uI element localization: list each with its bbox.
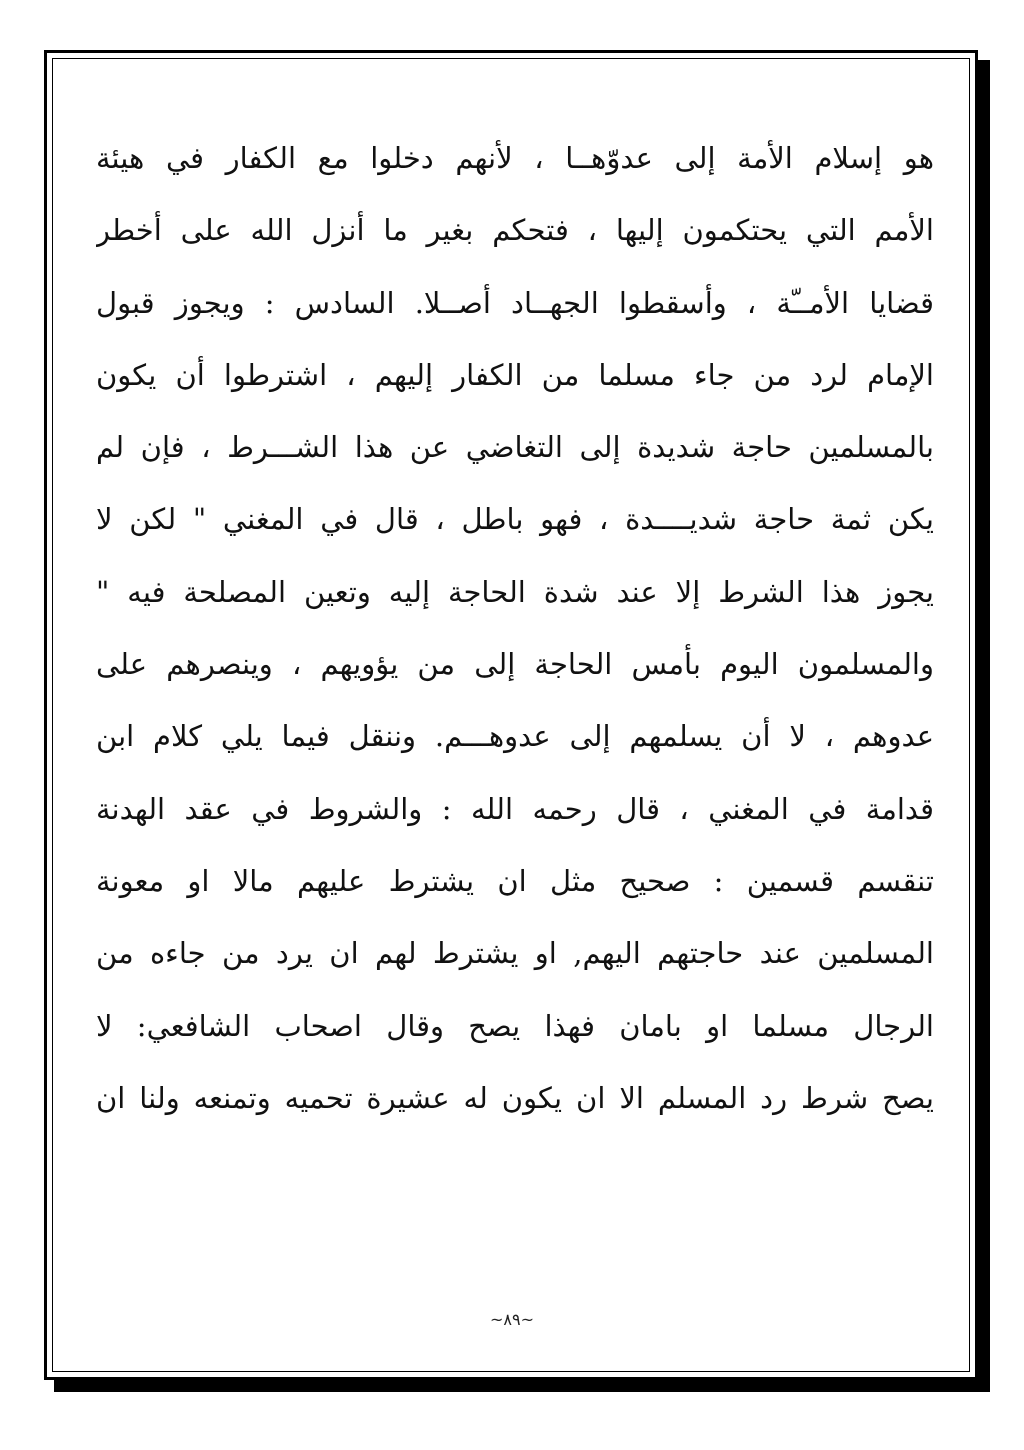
text-line-11: تنقسم قسمين : صحيح مثل ان يشترط عليهم مالا او معونة [96, 863, 934, 898]
page-number: ~٨٩~ [490, 1310, 534, 1329]
text-line-10: قدامة في المغني ، قال رحمه الله : والشروط في عقد الهدنة [96, 791, 934, 826]
text-line-1: هو إسلام الأمة إلى عدوّهــا ، لأنهم دخلوا مع الكفار في هيئة [96, 141, 934, 175]
text-line-2: الأمم التي يحتكمون إليها ، فتحكم بغير ما أنزل الله على أخطر [96, 213, 934, 248]
text-line-8: والمسلمون اليوم بأمس الحاجة إلى من يؤويهم ، وينصرهم على [96, 647, 934, 682]
text-line-13: الرجال مسلما او بامان فهذا يصح وقال اصحاب الشافعي: لا [96, 1008, 934, 1043]
text-line-12: المسلمين عند حاجتهم اليهم, او يشترط لهم ان يرد من جاءه من [96, 936, 934, 971]
body-text [96, 122, 934, 1134]
text-line-6: يكن ثمة حاجة شديــــدة ، فهو باطل ، قال في المغني " لكن لا [96, 502, 934, 537]
text-line-14: يصح شرط رد المسلم الا ان يكون له عشيرة تحميه وتمنعه ولنا ان [96, 1080, 934, 1115]
text-line-3: قضايا الأمــّة ، وأسقطوا الجهــاد أصــلا. السادس : ويجوز قبول [96, 285, 934, 320]
text-line-4: الإمام لرد من جاء مسلما من الكفار إليهم ، اشترطوا أن يكون [96, 357, 934, 392]
text-line-9: عدوهم ، لا أن يسلمهم إلى عدوهـــم. وننقل فيما يلي كلام ابن [96, 719, 934, 754]
text-line-5: بالمسلمين حاجة شديدة إلى التغاضي عن هذا الشـــرط ، فإن لم [96, 430, 934, 465]
text-line-7: يجوز هذا الشرط إلا عند شدة الحاجة إليه وتعين المصلحة فيه " [96, 574, 934, 609]
